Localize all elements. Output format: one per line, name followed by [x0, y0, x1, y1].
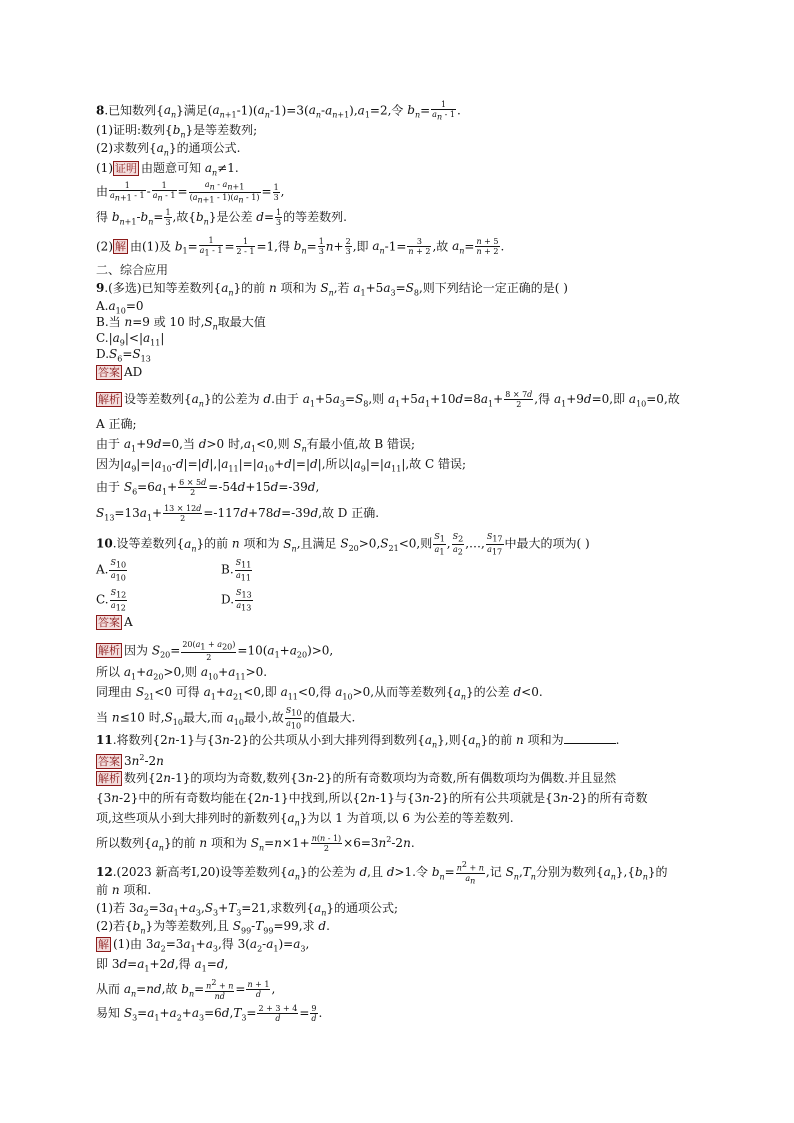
q10-answer: 答案 A — [98, 615, 133, 629]
q12-sol-line2: 即 $3d=a_1+2d$,得 $a_1=d$, — [96, 957, 229, 974]
q11-exp-line2: {3n-2}中的所有奇数均能在{2n-1}中找到,所以{2n-1}与{3n-2}的所有公共项就是{3n-2}的所有奇数 — [96, 791, 648, 805]
answer-tag: 答案 — [98, 755, 120, 768]
q9-option-b: B.当 n=9 或 10 时$,S_n$取最大值 — [96, 315, 266, 332]
q11-exp-line3: 项,这些项从小到大排列时的新数列$\{a_n\}$为以 1 为首项,以 6 为公差的等差数列. — [96, 811, 514, 828]
q9-answer: 答案 AD — [98, 365, 143, 379]
q8-part1: (1)证明:数列$\{b_n\}$是等差数列; — [96, 123, 258, 140]
q9-stem: 9.(多选)已知等差数列$\{a_n\}$的前 n 项和为 $S_n$,若 $a_1+5a_3=S_8$,则下列结论一定正确的是( ) — [96, 281, 568, 298]
q12-stem-line2: 前 n 项和. — [96, 883, 152, 897]
q9-exp-line4: 因为$|a_9|=|a_{10}-d|=|d|,|a_{11}|=|a_{10}+d|=|d|$,所以$|a_9|=|a_{11}|$,故 C 错误; — [96, 457, 467, 474]
q9-option-c: $C.|a_9|<|a_{11}|$ — [96, 331, 165, 348]
q9-exp-line3: 由于 $a_1+9d=0$,当 d>0 时$,a_1<0$,则 $S_n$有最小值,故 B 错误; — [96, 437, 416, 454]
section-heading: 二、综合应用 — [96, 263, 169, 277]
q9-exp-line6: $S_{13}=13a_1+$ $\frac{13 \times 12d}{2}$ =-117d+78d=-39d,故 D 正确. — [96, 504, 380, 523]
answer-blank — [564, 733, 616, 744]
q8-part2: (2)求数列$\{a_n\}$的通项公式. — [96, 141, 241, 158]
q10-stem: 10.设等差数列$\{a_n\}$的前 n 项和为 $S_n$,且满足 $S_{20}>0,S_{21}<0$,则 $\frac{S_1}{a_1}$ , $\frac{S_2}{a_2}$ ,…, $\frac{S_{17}}{a_{17}}$ 中最大的项为( ) — [96, 532, 590, 557]
q8-stem: 8.已知数列$\{a_n\}$满足$(a_{n+1}-1)(a_n-1)=3(a_n-a_{n+1}),a_1=2$,令 $b_n=$ $\frac{1}{a_n - 1}$ . — [96, 100, 461, 122]
q9-exp-line2: A 正确; — [96, 417, 137, 431]
q9-exp-line5: 由于 $S_6=6a_1+$ $\frac{6 \times 5d}{2}$ =-54d+15d=-39d, — [96, 478, 320, 497]
q11-stem: 11.将数列{2n-1}与{3n-2}的公共项从小到大排列得到数列$\{a_n\}$,则$\{a_n\}$的前 n 项和为 . — [96, 733, 620, 750]
q8-proof-line3: 得 $b_{n+1}-b_n=$ $\frac{1}{3}$ ,故$\{b_n\}$是公差 d= $\frac{1}{3}$ 的等差数列. — [96, 208, 347, 227]
explanation-tag: 解析 — [98, 393, 120, 406]
q10-option-b: B. $\frac{S_{11}}{a_{11}}$ — [221, 558, 252, 583]
q9-option-a: $A.a_{10}=0$ — [96, 299, 144, 316]
q10-exp-line4: 当 n≤10 时$,S_{10}$最大,而 $a_{10}$最小,故 $\frac{S_{10}}{a_{10}}$ 的值最大. — [96, 706, 356, 731]
answer-tag: 答案 — [98, 366, 120, 379]
q8-solution-line: (2) 解 由(1)及 $b_1=$ $\frac{1}{a_1 - 1}$ = $\frac{1}{2 - 1}$ =1,得 $b_n=$ $\frac{1}{3}$ n+ $\frac{2}{3}$ ,即 $a_n-1=$ $\frac{3}{n + 2}$ ,故 $a_n=$ $\frac{n + 5}{n + 2}$ . — [96, 236, 505, 258]
q11-exp-line4: 所以数列$\{a_n\}$的前 n 项和为 $S_n=n\times 1+$ $\frac{n(n - 1)}{2}$ $\times 6=3n^2-2n$. — [96, 834, 415, 853]
q12-sol-line1: 解 (1)由 $3a_2=3a_1+a_3$,得 $3(a_2-a_1)=a_3$, — [98, 937, 310, 954]
q12-part2: (2)若$\{b_n\}$为等差数列,且 $S_{99}-T_{99}=99$,求 d. — [96, 919, 330, 936]
q11-exp-line1: 解析 数列{2n-1}的项均为奇数,数列{3n-2}的所有奇数项均为奇数,所有偶数项均为偶数.并且显然 — [98, 771, 617, 785]
q9-exp-line1: 解析 设等差数列$\{a_n\}$的公差为 d.由于 $a_1+5a_3=S_8$,则 $a_1+5a_1+10d=8a_1+$ $\frac{8 \times 7d}{2}$ ,得 $a_1+9d=0$,即 $a_{10}=0$,故 — [98, 390, 680, 409]
explanation-tag: 解析 — [98, 644, 120, 658]
proof-tag: 证明 — [115, 162, 137, 175]
q12-sol-line3: 从而 $a_n=nd$,故 $b_n=$ $\frac{n^2 + n}{nd}$ = $\frac{n + 1}{d}$ , — [96, 978, 276, 1001]
q8-number: 8 — [96, 103, 105, 118]
q10-option-a: A. $\frac{S_{10}}{a_{10}}$ — [96, 558, 127, 583]
solution-tag: 解 — [98, 938, 109, 951]
q12-sol-line4: 易知 $S_3=a_1+a_2+a_3=6d,T_3=$ $\frac{2 + 3 + 4}{d}$ = $\frac{9}{d}$ . — [96, 1004, 323, 1023]
q12-part1: (1)若 $3a_2=3a_1+a_3,S_3+T_3=21$,求数列$\{a_n\}$的通项公式; — [96, 901, 399, 918]
q9-option-d: $D.S_6=S_{13}$ — [96, 347, 151, 364]
q8-proof-line1: (1) 证明 由题意可知 $a_n\ne 1$. — [96, 161, 239, 178]
q10-exp-line2: 所以 $a_1+a_{20}>0$,则 $a_{10}+a_{11}>0$. — [96, 665, 268, 682]
q10-exp-line3: 同理由 $S_{21}<0$ 可得 $a_1+a_{21}<0$,即 $a_{11}<0$,得 $a_{10}>0$,从而等差数列$\{a_n\}$的公差 d<0. — [96, 685, 543, 702]
q12-stem: 12.(2023 新高考Ⅰ,20)设等差数列$\{a_n\}$的公差为 d,且 d>1.令 $b_n=$ $\frac{n^2 + n}{a_n}$ ,记 $S_n,T_n$分别为数列$\{a_n\},\{b_n\}$的 — [96, 860, 668, 886]
q10-option-c: C. $\frac{S_{12}}{a_{12}}$ — [96, 588, 127, 613]
explanation-tag: 解析 — [98, 772, 120, 785]
q8-proof-line2: 由 $\frac{1}{a_{n+1} - 1}$ - $\frac{1}{a_n - 1}$ = $\frac{a_n - a_{n+1}}{(a_{n+1} - 1)(a_n - 1)}$ = $\frac{1}{3}$ , — [96, 180, 285, 205]
q11-answer: 答案 $3n^2-2n$ — [98, 753, 164, 768]
solution-tag: 解 — [115, 240, 126, 254]
q10-exp-line1: 解析 因为 $S_{20}=$ $\frac{20(a_1 + a_{20})}{2}$ $=10(a_1+a_{20})>0$, — [98, 640, 334, 662]
answer-tag: 答案 — [98, 616, 120, 629]
q10-option-d: D. $\frac{S_{13}}{a_{13}}$ — [221, 588, 252, 613]
